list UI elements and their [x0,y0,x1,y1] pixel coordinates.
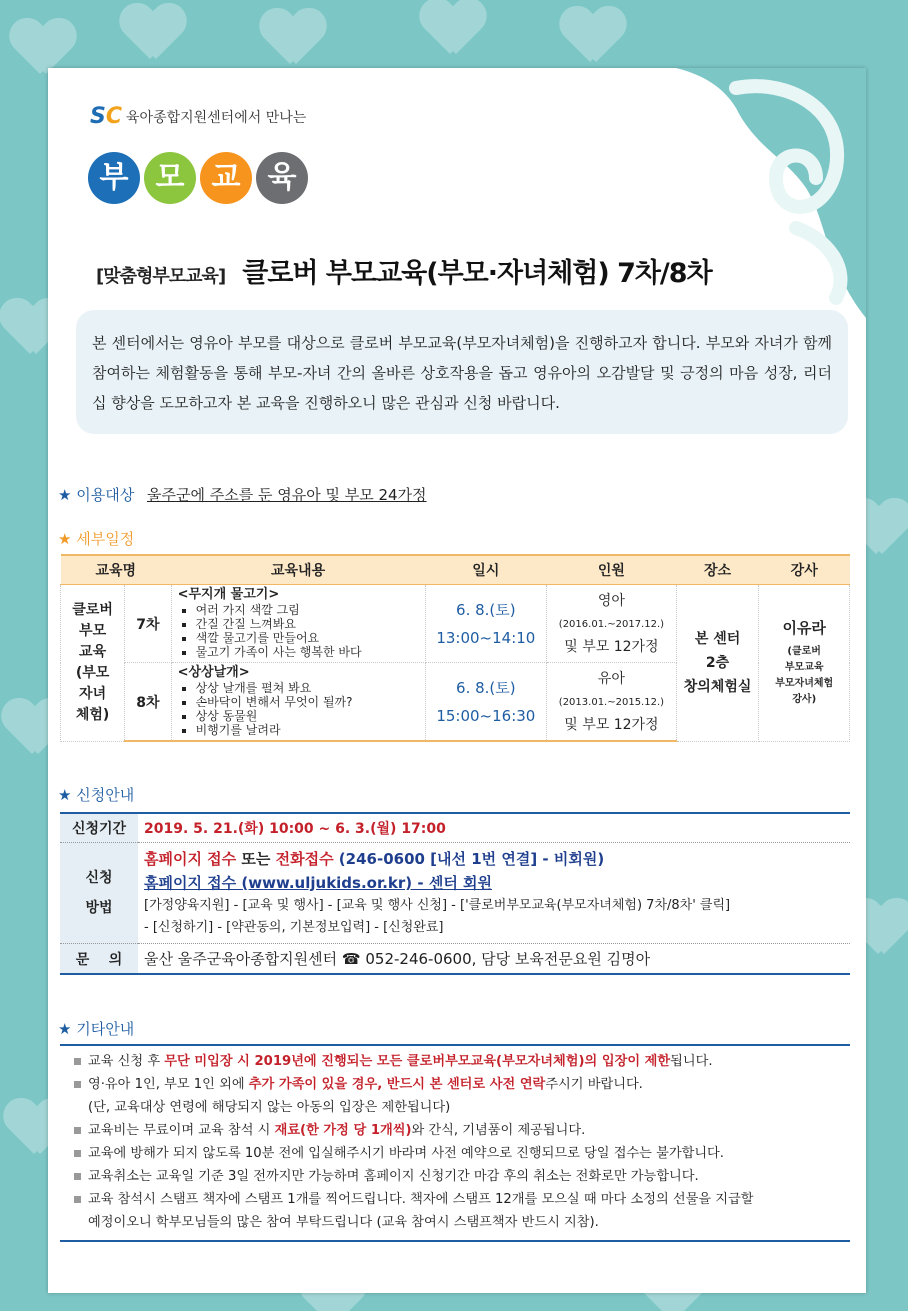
list-item: ▪ 색깔 물고기를 만들어요 [196,631,419,645]
round: 7차 [125,585,171,663]
heart-decoration [560,8,620,68]
list-item-continued: 예정이오니 학부모님들의 많은 참여 부탁드립니다 (교육 참여시 스탬프책자 반드시 지참). [88,1215,599,1230]
schedule-table [60,554,850,742]
etc-text-highlight: 추가 가족이 있을 경우, 반드시 본 센터로 사전 연락 [248,1077,546,1092]
col-header: 강사 [759,555,850,585]
etc-text-highlight: 무단 미입장 시 2019년에 진행되는 모든 클로버부모교육(부모자녀체험)의 입장이 제한 [164,1054,671,1069]
instructor-cell [759,585,850,742]
logo-circle: 교 [200,152,252,204]
place-line: 2층 [705,654,730,671]
content-cell [171,585,425,663]
list-item: ▪ 물고기 가족이 사는 행복한 바다 [196,645,419,659]
content-title: <상상날개> [177,665,250,680]
method-line [144,847,844,871]
logo-circle: 모 [144,152,196,204]
paper-sheet [48,68,866,1293]
method-text: 홈페이지 접수 [144,850,237,868]
list-item-continued: (단, 교육대상 연령에 해당되지 않는 아동의 입장은 제한됩니다) [88,1100,451,1115]
etc-label: 기타안내 [76,1020,135,1038]
content-cell [171,663,425,742]
star-icon: ★ [58,486,72,504]
date-cell [425,663,547,742]
title-main: 클로버 부모교육(부모·자녀체험) 7차/8차 [242,258,712,289]
table-row [60,813,850,843]
list-item [60,1119,850,1142]
date: 6. 8.(토) [456,600,516,619]
method-label [60,843,138,944]
target-section [58,484,427,505]
col-header: 장소 [676,555,759,585]
people-count: 및 부모 12가정 [564,716,659,733]
title-tag: [맞춤형부모교육] [96,266,226,287]
method-text: (246-0600 [내선 1번 연결] - 비회원) [333,850,605,868]
col-header: 교육명 [61,555,172,585]
round: 8차 [125,663,171,742]
place-cell [676,585,759,742]
apply-label: 신청안내 [76,786,135,804]
people-cell [547,663,677,742]
list-item: 교육에 방해가 되지 않도록 10분 전에 입실해주시기 바라며 사전 예약으로 진행되므로 당일 접수는 불가합니다. [60,1142,850,1165]
instructor-desc: 부모자녀체험 [775,678,834,690]
program-name: 클로버 부모 교육 (부모 자녀 체험) [61,585,125,742]
col-header: 교육내용 [171,555,425,585]
star-icon: ★ [58,530,72,548]
intro-paragraph: 본 센터에서는 영유아 부모를 대상으로 클로버 부모교육(부모자녀체험)을 진행하고자 합니다. 부모와 자녀가 함께 참여하는 체험활동을 통해 부모-자녀 간의 올바른 상호작용을 돕고 영유아의 오감발달 및 긍정의 마음 성장, 리더십 향상을 도모하고자 본 교육을 진행하오니 많은 관심과 신청 바랍니다. [76,310,848,434]
date-cell [425,585,547,663]
date: 6. 8.(토) [456,678,516,697]
place-line: 본 센터 [694,630,741,647]
table-row [60,944,850,975]
contact-label: 문 의 [60,944,138,975]
list-item: 교육 참석시 스탬프 책자에 스탬프 1개를 찍어드립니다. 책자에 스탬프 12개를 모으실 때 마다 소정의 선물을 지급할 [60,1188,850,1211]
content-title: <무지개 물고기> [177,587,280,602]
list-item: ▪ 상상 동물원 [196,709,419,723]
instructor-name: 이유라 [782,619,826,638]
list-item: ▪ 여러 가지 색깔 그림 [196,603,419,617]
etc-text: 주시기 바랍니다. [545,1077,643,1092]
etc-text: 교육 신청 후 [88,1054,165,1069]
logo-mark-icon: SC [90,104,123,129]
list-item: ▪ 상상 날개를 펼쳐 봐요 [196,681,419,695]
heart-decoration [420,0,480,60]
people-type: 영아 [597,592,625,609]
method-line: - [신청하기] - [약관동의, 기본정보입력] - [신청완료] [144,920,444,935]
etc-section-title [58,1018,134,1039]
etc-text-highlight: 재료(한 가정 당 1개씩) [274,1123,412,1138]
method-text: 또는 [236,850,276,868]
list-item: 교육취소는 교육일 기준 3일 전까지만 가능하며 홈페이지 신청기간 마감 후의 취소는 전화로만 가능합니다. [60,1165,850,1188]
method-line: [가정양육지원] - [교육 및 행사] - [교육 및 행사 신청] - ['클로버부모교육(부모자녀체험) 7차/8차' 클릭] [144,898,731,913]
homepage-link[interactable]: 홈페이지 접수 (www.uljukids.or.kr) - 센터 회원 [144,874,493,892]
table-row [61,585,850,663]
target-label: 이용대상 [76,486,135,504]
logo-circle: 부 [88,152,140,204]
period-value: 2019. 5. 21.(화) 10:00 ~ 6. 3.(월) 17:00 [138,813,850,843]
logo [90,104,306,129]
schedule-label: 세부일정 [76,530,135,548]
instructor-desc: (클로버 [787,646,821,658]
list-item [60,1073,850,1096]
logo-text: 육아종합지원센터에서 만나는 [126,109,307,126]
method-text: 전화접수 [275,850,334,868]
heart-decoration [260,10,320,70]
apply-table [60,812,850,975]
col-header: 일시 [425,555,547,585]
method-label-line: 방법 [85,900,113,916]
target-value: 울주군에 주소를 둔 영유아 및 부모 24가정 [146,486,427,504]
contact-value: 울산 울주군육아종합지원센터 ☎ 052-246-0600, 담당 보육전문요원 김명아 [138,944,850,975]
place-line: 창의체험실 [683,678,752,695]
list-item: ▪ 비행기를 날려라 [196,723,419,737]
logo-circle: 육 [256,152,308,204]
star-icon: ★ [58,1020,72,1038]
heart-decoration [120,5,180,65]
instructor-desc: 강사) [792,694,817,706]
etc-text: 와 간식, 기념품이 제공됩니다. [411,1123,586,1138]
people-type: 유아 [597,670,625,687]
star-icon: ★ [58,786,72,804]
table-header-row [61,555,850,585]
period-label: 신청기간 [60,813,138,843]
people-birth: (2016.01.~2017.12.) [558,618,665,630]
people-birth: (2013.01.~2015.12.) [558,696,665,708]
col-header: 인원 [547,555,677,585]
table-row [60,843,850,944]
people-cell [547,585,677,663]
etc-text: 교육비는 무료이며 교육 참석 시 [88,1123,275,1138]
list-item [60,1050,850,1073]
instructor-desc: 부모교육 [784,662,824,674]
method-value [138,843,850,944]
etc-text: 됩니다. [670,1054,713,1069]
time: 15:00~16:30 [436,706,536,725]
apply-section-title [58,784,134,805]
schedule-section-title [58,528,134,549]
etc-text: 영·유아 1인, 부모 1인 외에 [88,1077,249,1092]
page-title [96,251,796,290]
list-item: ▪ 간질 간질 느껴봐요 [196,617,419,631]
etc-list [60,1044,850,1242]
logo-circles [88,152,308,204]
list-item: ▪ 손바닥이 변해서 무엇이 될까? [196,695,419,709]
method-label-line: 신청 [85,870,113,886]
people-count: 및 부모 12가정 [564,638,659,655]
time: 13:00~14:10 [436,628,536,647]
